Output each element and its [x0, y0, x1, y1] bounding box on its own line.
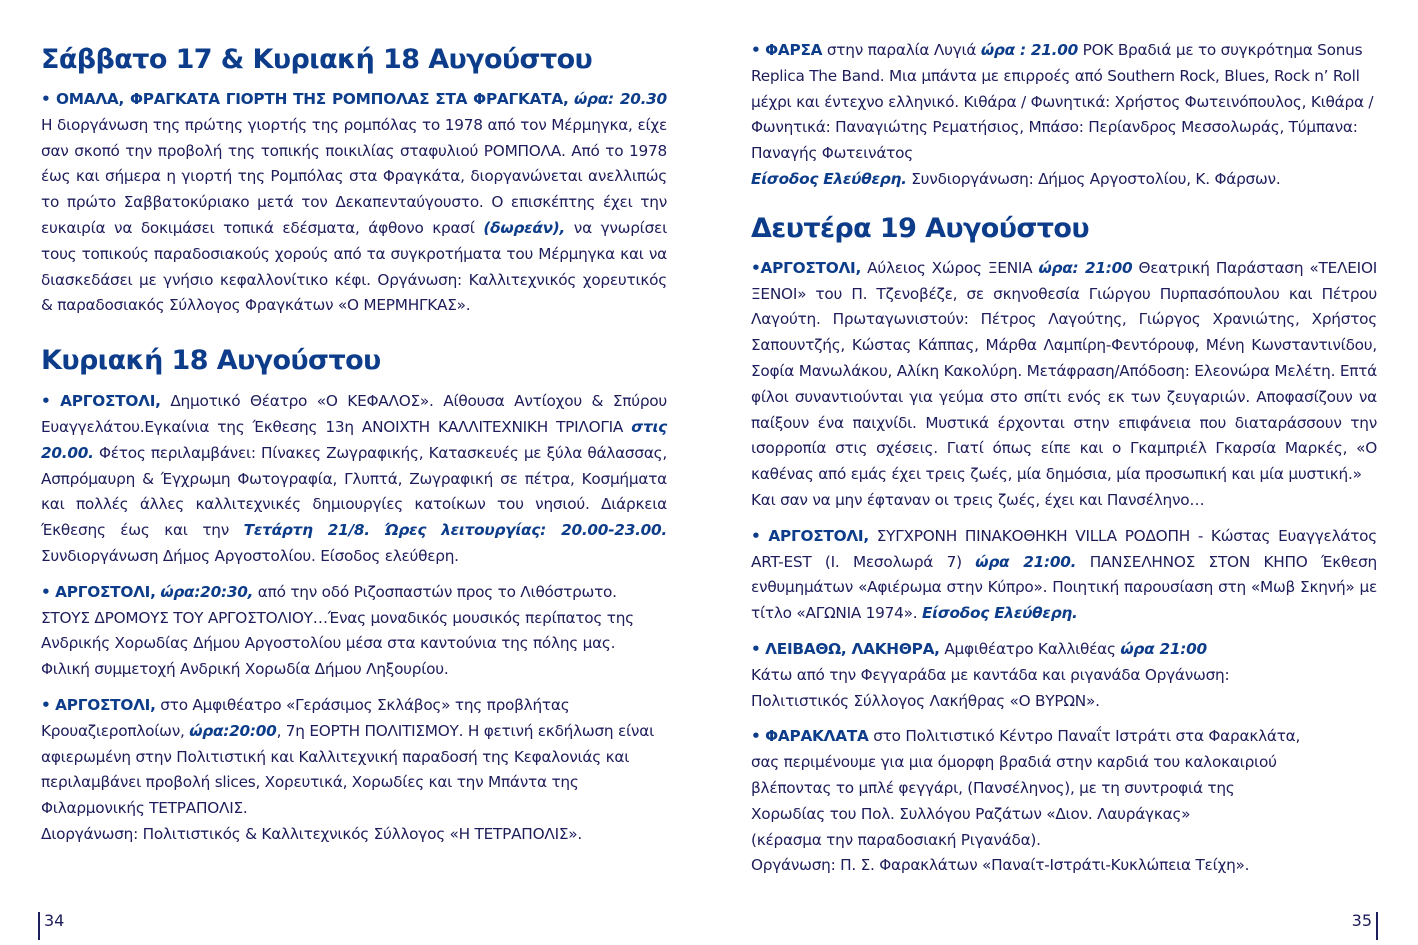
page-number-right: 35: [1352, 912, 1378, 940]
event-argostoli-villa-rodopi: • ΑΡΓΟΣΤΟΛΙ, ΣΥΓΧΡΟΝΗ ΠΙΝΑΚΟΘΗΚΗ VILLA ΡΟΔΟΠΗ - Κώστας Ευαγγελάτος ART-EST (Ι. Μεσολωρά 7) ώρα 21:00. ΠΑΝΣΕΛΗΝΟΣ ΣΤΟΝ ΚΗΠΟ Έκθεση ενθυμημάτων «Αφιέρωμα στην Κύπρο». Ποιητική παρουσίαση στη «Μωβ Σκηνή» με τίτλο «ΑΓΩΝΙΑ 1974». Είσοδος Ελεύθερη.: [751, 526, 1377, 623]
event-heading: ΟΜΑΛΑ, ΦΡΑΓΚΑΤΑ ΓΙΟΡΤΗ ΤΗΣ ΡΟΜΠΟΛΑΣ ΣΤΑ ΦΡΑΓΚΑΤΑ,: [56, 90, 569, 108]
section-title-monday: Δευτέρα 19 Αυγούστου: [751, 212, 1090, 244]
right-column: [751, 38, 1377, 879]
left-column: [41, 38, 667, 848]
right-page: [709, 0, 1418, 945]
event-farsa: • ΦΑΡΣΑ στην παραλία Λυγιά ώρα : 21.00 ΡΟΚ Βραδιά με το συγκρότημα Sonus Replica The Band. Μια μπάντα με επιρροές από Southern Rock, Blues, Rock n’ Roll μέχρι και έντεχνο ελληνικό. Κιθάρα / Φωνητικά: Χρήστος Φωτεινόπουλος, Κιθάρα / Φωνητικά: Παναγιώτης Ρεματήσιος, Μπάσο: Περίανδρος Μεσσολωράς, Τύμπανα: Παναγής Φωτεινάτος Είσοδος Ελεύθερη. Συνδιοργάνωση: Δήμος Αργοστολίου, Κ. Φάρσων.: [751, 41, 1374, 188]
event-argostoli-xenia: •ΑΡΓΟΣΤΟΛΙ, Αύλειος Χώρος ΞΕΝΙΑ ώρα: 21:00 Θεατρική Παράσταση «ΤΕΛΕΙΟΙ ΞΕΝΟΙ» του Π. Τζενοβέζε, σε σκηνοθεσία Γιώργου Πυρπασόπουλου και Πέτρου Λαγούτη. Πρωταγωνιστούν: Πέτρος Λαγούτης, Γιώργος Χρανιώτης, Χρήστος Σαπουντζής, Κώστας Κάππας, Μάρθα Λαμπίρη-Φεντόρουφ, Μένη Κωνσταντινίδου, Σοφία Μανωλάκου, Αλίκη Κακολύρη. Μετάφραση/Απόδοση: Ελεονώρα Μελέτη. Επτά φίλοι συναντιούνται για γεύμα στο σπίτι ενός εκ των ζευγαριών. Αποφασίζουν να παίξουν ένα παιχνίδι. Μυστικά έρχονται στην επιφάνεια που διαταράσσουν την ισορροπία στις σχέσεις. Γιατί όπως είπε και ο Γκαμπριέλ Γκαρσία Μαρκές, «Ο καθένας από εμάς έχει τρεις ζωές, μία δημόσια, μία προσωπική και μία μυστική.» Και σαν να μην έφταναν οι τρεις ζωές, έχει και Πανσέληνο…: [751, 258, 1377, 509]
event-time: ώρα: 20.30: [574, 90, 667, 108]
page-number-left: 34: [38, 912, 64, 940]
section-title-sat-sun: Σάββατο 17 & Κυριακή 18 Αυγούστου: [41, 44, 593, 75]
event-argostoli-kefalos: • ΑΡΓΟΣΤΟΛΙ, Δημοτικό Θέατρο «Ο ΚΕΦΑΛΟΣ». Αίθουσα Αντίοχου & Σπύρου Ευαγγελάτου.Εγκαίνια της Έκθεσης 13η ΑΝΟΙΧΤΗ ΚΑΛΛΙΤΕΧΝΙΚΗ ΤΡΙΛΟΓΙΑ στις 20.00. Φέτος περιλαμβάνει: Πίνακες Ζωγραφικής, Κατασκευές με ξύλα θάλασσας, Ασπρόμαυρη & Έγχρωμη Φωτογραφία, Γλυπτά, Ζωγραφική σε πέτρα, Κοσμήματα και πολλές άλλες καλλιτεχνικές δημιουργίες κατοίκων του νησιού. Διάρκεια Έκθεσης έως και την Τετάρτη 21/8. Ώρες λειτουργίας: 20.00-23.00. Συνδιοργάνωση Δήμος Αργοστολίου. Είσοδος ελεύθερη.: [41, 392, 667, 565]
section-title-sunday: Κυριακή 18 Αυγούστου: [41, 345, 381, 377]
event-argostoli-choir-walk: • ΑΡΓΟΣΤΟΛΙ, ώρα:20:30, από την οδό Ριζοσπαστών προς το Λιθόστρωτο. ΣΤΟΥΣ ΔΡΟΜΟΥΣ ΤΟΥ ΑΡΓΟΣΤΟΛΙΟΥ…Ένας μοναδικός μουσικός περίπατος της Ανδρικής Χορωδίας Δήμου Αργοστολίου μέσα στα καντούνια της πόλης μας. Φιλική συμμετοχή Ανδρική Χορωδία Δήμου Ληξουρίου.: [41, 582, 634, 679]
event-faraklata: • ΦΑΡΑΚΛΑΤΑ στο Πολιτιστικό Κέντρο Παναΐτ Ιστράτι στα Φαρακλάτα, σας περιμένουμε για μια όμορφη βραδιά στην καρδιά του καλοκαιριού βλέποντας το μπλέ φεγγάρι, (Πανσέληνος), με τη συντροφιά της Χορωδίας του Πολ. Συλλόγου Ραζάτων «Διον. Λαυράγκας» (κέρασμα την παραδοσιακή Ριγανάδα). Οργάνωση: Π. Σ. Φαρακλάτων «Παναίτ-Ιστράτι-Κυκλώπεια Τείχη».: [751, 727, 1301, 875]
event-livatho-lakithra: • ΛΕΙΒΑΘΩ, ΛΑΚΗΘΡΑ, Αμφιθέατρο Καλλιθέας ώρα 21:00 Κάτω από την Φεγγαράδα με καντάδα και ριγανάδα Οργάνωση: Πολιτιστικός Σύλλογος Λακήθρας «Ο ΒΥΡΩΝ».: [751, 639, 1230, 710]
event-argostoli-culture-fest: • ΑΡΓΟΣΤΟΛΙ, στο Αμφιθέατρο «Γεράσιμος Σκλάβος» της προβλήτας Κρουαζιεροπλοίων, ώρα:20:00, 7η ΕΟΡΤΗ ΠΟΛΙΤΙΣΜΟΥ. Η φετινή εκδήλωση είναι αφιερωμένη στην Πολιτιστική και Καλλιτεχνική παραδοσή της Κεφαλονιάς και περιλαμβάνει προβολή slices, Χορευτικά, Χορωδίες και την Μπάντα της Φιλαρμονικής ΤΕΤΡΑΠΟΛΙΣ. Διοργάνωση: Πολιτιστικός & Καλλιτεχνικός Σύλλογος «Η ΤΕΤΡΑΠΟΛΙΣ».: [41, 695, 654, 843]
event-omala-fragkata: • ΟΜΑΛΑ, ΦΡΑΓΚΑΤΑ ΓΙΟΡΤΗ ΤΗΣ ΡΟΜΠΟΛΑΣ ΣΤΑ ΦΡΑΓΚΑΤΑ, ώρα: 20.30 Η διοργάνωση της πρώτης γιορτής της ρομπόλας το 1978 από τον Μέρμηγκα, είχε σαν σκοπό την προβολή της τοπικής ποικιλίας σταφυλιού ΡΟΜΠΟΛΑ. Από το 1978 έως και σήμερα η γιορτή της Ρομπόλας στα Φραγκάτα, διοργανώνεται ανελλιπώς το πρώτο Σαββατοκύριακο μετά τον Δεκαπενταύγουστο. Ο επισκέπτης έχει την ευκαιρία να δοκιμάσει τοπικά εδέσματα, άφθονο κρασί (δωρεάν), να γνωρίσει τους τοπικούς παραδοσιακούς χορούς από τα συγκροτήματα του Μέρμηγκα και να διασκεδάσει με γνήσιο κεφαλλονίτικο κέφι. Οργάνωση: Καλλιτεχνικός χορευτικός & παραδοσιακός Σύλλογος Φραγκάτων «Ο ΜΕΡΜΗΓΚΑΣ».: [41, 90, 667, 315]
